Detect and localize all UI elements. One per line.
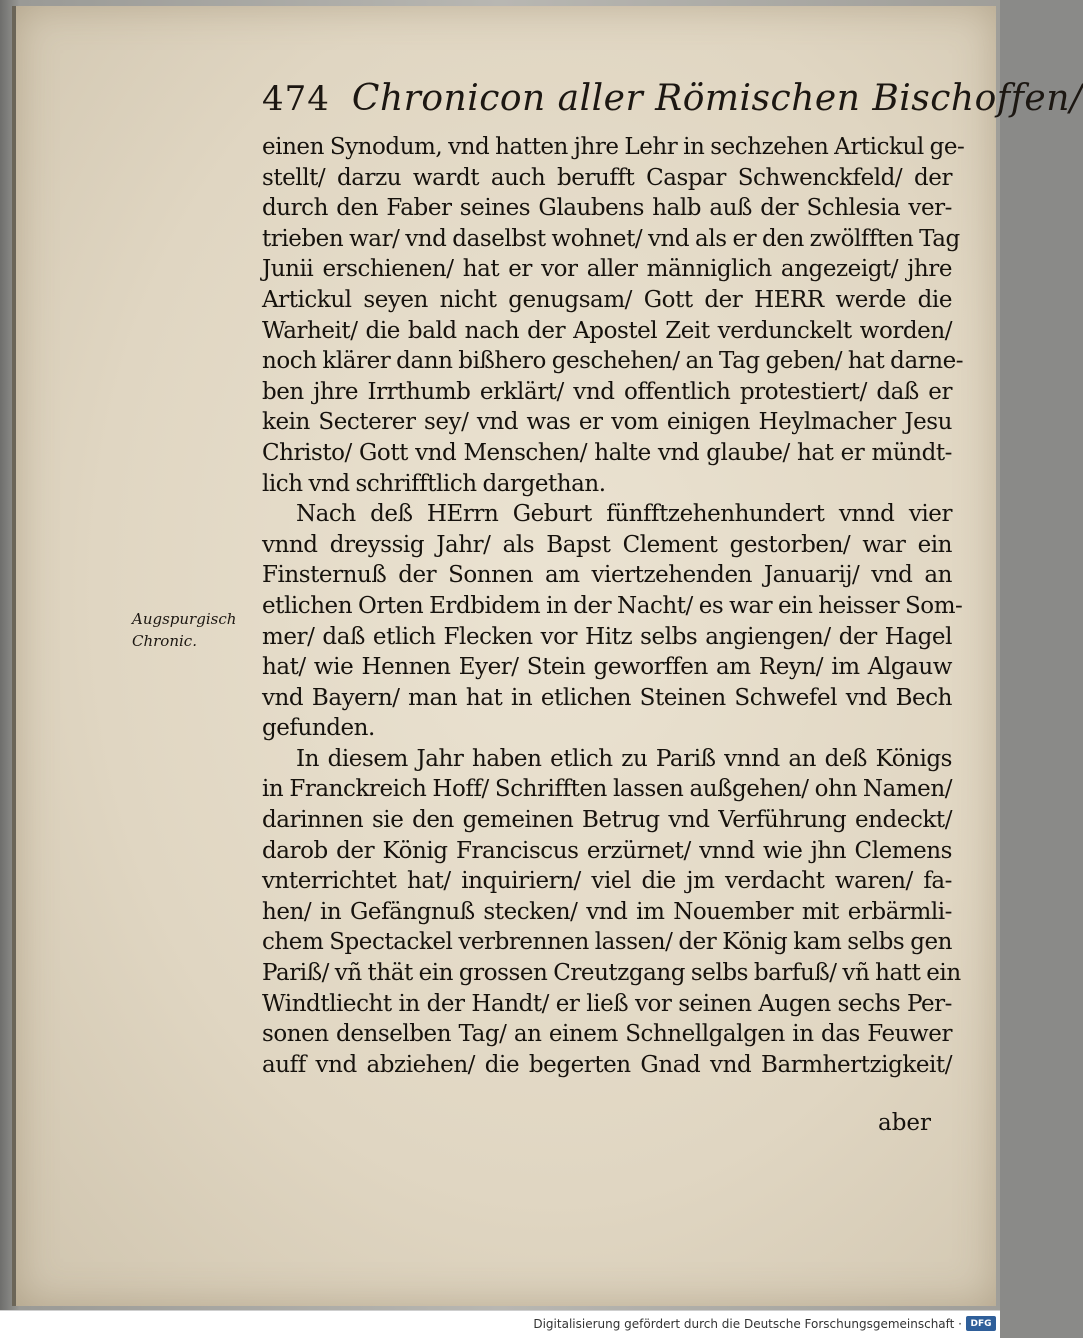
text-line: ben jhre Irrthumb erklärt/ vnd offentlich protestiert/ daß er [262, 378, 952, 405]
text-line: darob der König Franciscus erzürnet/ vnnd wie jhn Clemens [262, 837, 952, 864]
text-line: Pariß/ vñ thät ein grossen Creutzgang selbs barfuß/ vñ hatt ein [262, 960, 961, 987]
text-line: Warheit/ die bald nach der Apostel Zeit verdunckelt worden/ [262, 317, 952, 344]
page-header [262, 78, 1083, 130]
margin-note-line: Chronic. [132, 632, 197, 650]
text-line: gefunden. [262, 715, 375, 742]
text-line: stellt/ darzu wardt auch berufft Caspar Schwenckfeld/ der [262, 164, 952, 191]
text-line: Junii erschienen/ hat er vor aller männiglich angezeigt/ jhre [262, 256, 952, 283]
running-title: Chronicon aller Römischen Bischoffen/ [351, 78, 1083, 119]
text-line: lich vnd schrifftlich dargethan. [262, 470, 606, 497]
funding-credit: Digitalisierung gefördert durch die Deutsche Forschungsgemeinschaft · [533, 1317, 962, 1331]
text-line: Artickul seyen nicht genugsam/ Gott der HERR werde die [262, 286, 952, 313]
text-line: mer/ daß etlich Flecken vor Hitz selbs angiengen/ der Hagel [262, 623, 952, 650]
text-line: In diesem Jahr haben etlich zu Pariß vnnd an deß Königs [296, 745, 952, 772]
text-line: Christo/ Gott vnd Menschen/ halte vnd glaube/ hat er mündt- [262, 439, 952, 466]
text-line: durch den Faber seines Glaubens halb auß der Schlesia ver- [262, 195, 952, 222]
margin-note [132, 608, 242, 652]
text-line: sonen denselben Tag/ an einem Schnellgalgen in das Feuwer [262, 1021, 952, 1048]
text-line: kein Secterer sey/ vnd was er vom einigen Heylmacher Jesu [262, 409, 952, 436]
text-line: darinnen sie den gemeinen Betrug vnd Verführung endeckt/ [262, 807, 952, 834]
text-line: noch klärer dann bißhero geschehen/ an Tag geben/ hat darne- [262, 348, 964, 375]
margin-note-line: Augspurgisch [132, 610, 237, 628]
text-line: hen/ in Gefängnuß stecken/ vnd im Nouember mit erbärmli- [262, 898, 952, 925]
text-line: etlichen Orten Erdbidem in der Nacht/ es war ein heisser Som- [262, 592, 963, 619]
text-line: chem Spectackel verbrennen lassen/ der König kam selbs gen [262, 929, 952, 956]
body-text [262, 132, 965, 1080]
text-line: Nach deß HErrn Geburt fünfftzehenhundert vnnd vier [296, 501, 952, 528]
text-line: hat/ wie Hennen Eyer/ Stein geworffen am Reyn/ im Algauw [262, 654, 952, 681]
text-line: einen Synodum, vnd hatten jhre Lehr in sechzehen Artickul ge- [262, 134, 965, 160]
text-line: vnnd dreyssig Jahr/ als Bapst Clement gestorben/ war ein [262, 531, 952, 558]
text-line: auff vnd abziehen/ die begerten Gnad vnd Barmhertzigkeit/ [262, 1051, 952, 1078]
catchword: aber [878, 1110, 932, 1136]
text-line: trieben war/ vnd daselbst wohnet/ vnd als er den zwölfften Tag [262, 225, 960, 252]
text-line: vnterrichtet hat/ inquiriern/ viel die jm verdacht waren/ fa- [262, 868, 952, 895]
text-line: Windtliecht in der Handt/ er ließ vor seinen Augen sechs Per- [262, 990, 952, 1017]
text-line: vnd Bayern/ man hat in etlichen Steinen Schwefel vnd Bech [262, 684, 952, 711]
page-number: 474 [262, 79, 330, 119]
footer-bar [0, 1310, 1000, 1338]
text-line: Finsternuß der Sonnen am viertzehenden Januarij/ vnd an [262, 562, 952, 589]
text-line: in Franckreich Hoff/ Schrifften lassen außgehen/ ohn Namen/ [262, 776, 952, 803]
dfg-logo-icon: DFG [966, 1316, 996, 1331]
